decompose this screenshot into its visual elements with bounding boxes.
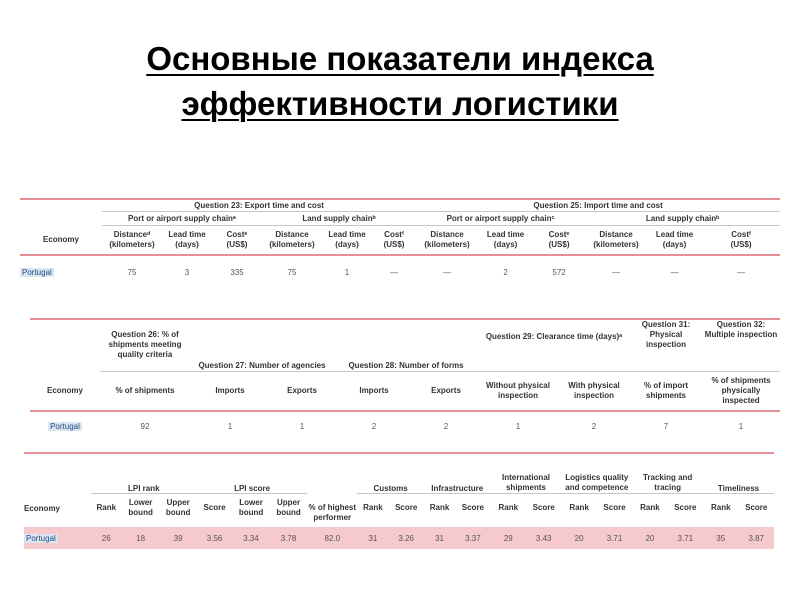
- lpi-rank-header: LPI rank: [91, 453, 197, 493]
- cell: 1: [738, 422, 744, 431]
- lpi-score-header: LPI score: [197, 453, 307, 493]
- infrastructure-header: Infrastructure: [424, 453, 491, 493]
- col-header: % of shipments: [115, 385, 175, 395]
- cell: 2: [591, 422, 597, 431]
- col-header: Rank: [710, 503, 731, 513]
- cell: —: [737, 268, 746, 277]
- col-header: Without physical inspection: [486, 380, 550, 400]
- q25-header: Question 25: Import time and cost: [416, 199, 780, 211]
- col-header: Lead time (days): [655, 229, 694, 249]
- lpi-score-table: [24, 452, 774, 549]
- export-import-table: [20, 198, 780, 289]
- cell: 31: [424, 527, 455, 549]
- country-name: Portugal: [22, 268, 52, 277]
- customs-header: Customs: [357, 453, 424, 493]
- col-header: With physical inspection: [568, 380, 620, 400]
- cell: 3.71: [597, 527, 632, 549]
- cell: 18: [122, 527, 159, 549]
- cell: 3.37: [455, 527, 490, 549]
- country-name: Portugal: [26, 533, 56, 543]
- col-header: Rank: [429, 503, 450, 513]
- page-title: [0, 36, 800, 126]
- col-header: Score: [674, 503, 697, 513]
- q26-header: Question 26: % of shipments meeting quality criteria: [100, 319, 190, 371]
- col-header: Distance (kilometers): [593, 229, 639, 249]
- cell: 39: [159, 527, 197, 549]
- timeliness-header: Timeliness: [703, 453, 774, 493]
- cell: 31: [357, 527, 388, 549]
- cell: —: [612, 268, 621, 277]
- cell: 572: [552, 268, 566, 277]
- col-header: Lower bound: [128, 498, 153, 518]
- cell: 2: [443, 422, 449, 431]
- export-land-header: Land supply chainᵇ: [262, 211, 416, 225]
- cell: 20: [632, 527, 667, 549]
- col-header: Score: [203, 503, 226, 513]
- col-header: % of import shipments: [644, 380, 689, 400]
- cell: 75: [287, 268, 297, 277]
- export-port-header: Port or airport supply chainᵃ: [102, 211, 262, 225]
- cell: 29: [491, 527, 526, 549]
- quality-agencies-table: [30, 318, 780, 441]
- col-header: Rank: [363, 503, 383, 513]
- cell: 7: [663, 422, 669, 431]
- col-header: Exports: [287, 385, 317, 395]
- q27-header: Question 27: Number of agencies: [190, 319, 334, 371]
- cell: 3.78: [270, 527, 308, 549]
- col-header: Score: [395, 503, 418, 513]
- cell: 26: [91, 527, 122, 549]
- title-line-2: эффективности логистики: [181, 85, 619, 122]
- cell: 1: [299, 422, 305, 431]
- col-header: Lower bound: [238, 498, 264, 518]
- tracking-header: Tracking and tracing: [632, 453, 703, 493]
- cell: 1: [344, 268, 350, 277]
- cell: 3: [184, 268, 190, 277]
- col-header: Costᵉ (US$): [226, 229, 248, 249]
- col-header: Lead time (days): [168, 229, 206, 249]
- import-port-header: Port or airport supply chainᶜ: [416, 211, 585, 225]
- cell: 1: [515, 422, 521, 431]
- col-header: Costᵉ (US$): [548, 229, 570, 249]
- cell: 3.56: [197, 527, 232, 549]
- logistics-header: Logistics quality and competence: [561, 453, 632, 493]
- table-row: [20, 255, 780, 289]
- col-header: Rank: [569, 503, 589, 513]
- cell: 2: [503, 268, 508, 277]
- col-header: Costᶠ (US$): [383, 229, 405, 249]
- col-header: Imports: [359, 385, 389, 395]
- cell: —: [670, 268, 679, 277]
- q23-header: Question 23: Export time and cost: [102, 199, 416, 211]
- q31-header: Question 31: Physical inspection: [630, 319, 702, 371]
- cell: 3.43: [526, 527, 561, 549]
- col-header: Rank: [498, 503, 519, 513]
- col-header: Upper bound: [276, 498, 301, 518]
- q32-header: Question 32: Multiple inspection: [702, 319, 780, 371]
- table-row: [30, 411, 780, 441]
- col-header: Lead time (days): [486, 229, 525, 249]
- col-header: Distance (kilometers): [424, 229, 470, 249]
- country-name: Portugal: [50, 422, 80, 431]
- col-header: Distance (kilometers): [269, 229, 315, 249]
- cell: 335: [230, 268, 244, 277]
- col-header: Score: [603, 503, 626, 513]
- col-header: Imports: [215, 385, 245, 395]
- pct-highest-header: % of highest performer: [308, 503, 357, 522]
- cell: 82.0: [307, 527, 357, 549]
- cell: 92: [140, 422, 150, 431]
- q28-header: Question 28: Number of forms: [334, 319, 478, 371]
- cell: 3.87: [738, 527, 774, 549]
- cell: 2: [371, 422, 377, 431]
- economy-header: Economy: [42, 235, 79, 244]
- cell: 3.26: [389, 527, 424, 549]
- col-header: Score: [532, 503, 555, 513]
- table-row: [24, 527, 774, 549]
- col-header: Exports: [431, 385, 461, 395]
- cell: 35: [703, 527, 738, 549]
- col-header: Costᶠ (US$): [730, 229, 752, 249]
- intl-shipments-header: International shipments: [491, 453, 562, 493]
- title-line-1: Основные показатели индекса: [146, 40, 654, 77]
- economy-header: Economy: [24, 503, 61, 513]
- cell: —: [443, 268, 452, 277]
- col-header: Rank: [640, 503, 660, 513]
- q29-header: Question 29: Clearance time (days)ᵃ: [478, 319, 630, 371]
- cell: 3.34: [232, 527, 269, 549]
- cell: 3.71: [668, 527, 703, 549]
- col-header: Distanceᵈ (kilometers): [109, 229, 155, 249]
- cell: —: [390, 268, 399, 277]
- col-header: Score: [461, 503, 484, 513]
- col-header: Upper bound: [165, 498, 191, 518]
- cell: 1: [227, 422, 233, 431]
- cell: 20: [561, 527, 596, 549]
- col-header: Rank: [96, 503, 117, 513]
- cell: 75: [127, 268, 137, 277]
- col-header: Score: [745, 503, 768, 513]
- import-land-header: Land supply chainᵇ: [585, 211, 780, 225]
- col-header: % of shipments physically inspected: [711, 375, 771, 405]
- economy-header: Economy: [46, 386, 83, 395]
- col-header: Lead time (days): [328, 229, 366, 249]
